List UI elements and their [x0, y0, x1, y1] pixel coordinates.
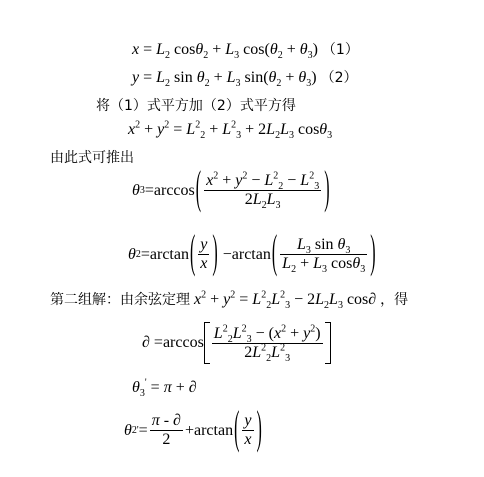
equation-1: $x = L_2$ $\cos\theta_2 + L_3$ $\cos(\theta_2 + \theta_3)$ （1） [132, 41, 359, 62]
equation-1-label: （1） [321, 42, 359, 58]
sentence-derive: 由此式可推出 [50, 150, 134, 166]
equation-theta3: θ 3 = arccos ( $\frac{x^2 + y^2 - L^2_2 - L^2_3}{2L_2L_3}$ ) [132, 164, 330, 214]
arctan-function-1: arctan [149, 245, 189, 263]
sentence-square-sum: 将（1）式平方加（2）式平方得 [96, 98, 296, 114]
sentence-second-solution: 第二组解：由余弦定理 $x^2 + y^2 = L^2_2L^2_3 - 2L_2L_3$ cos∂ ，得 [50, 289, 409, 312]
arccos-function: arccos [153, 181, 195, 199]
equation-theta3-second: $\theta_3' = \pi$ + ∂ [132, 377, 197, 400]
equation-theta2-second: θ 2 ' = $\frac{\pi - \partial}{2}$ + arctan ( $\frac{y}{x}$ ) [124, 404, 262, 454]
second-solution-prefix: 第二组解：由余弦定理 [50, 292, 190, 308]
arctan-function-3: arctan [193, 421, 234, 439]
equation-2: $y = L_2$ $\sin \theta_2 + L_3$ $\sin(\theta_2 + \theta_3)$ （2） [132, 69, 358, 90]
arccos-function-2: arccos [162, 334, 204, 351]
equation-partial: ∂ = arccos $\frac{L^2_2L^2_3 - (x^2 + y^2)}{2L^2_2L^2_3}$ [142, 322, 331, 364]
second-solution-suffix: ，得 [380, 292, 409, 308]
equation-square-sum: $x^2 + y^2 = L^2_2 + L^2_3 + 2L_2L_3$ cosθ$_3$ [128, 119, 333, 142]
equation-2-label: （2） [320, 70, 358, 86]
equation-theta2-first: θ 2 = arctan ( $\frac{y}{x}$ ) − arctan ( $\frac{L_3 \sin \theta_3}{L_2 + L_3 \cos\theta_3}$ ) [128, 228, 376, 278]
arctan-function-2: arctan [231, 245, 271, 263]
